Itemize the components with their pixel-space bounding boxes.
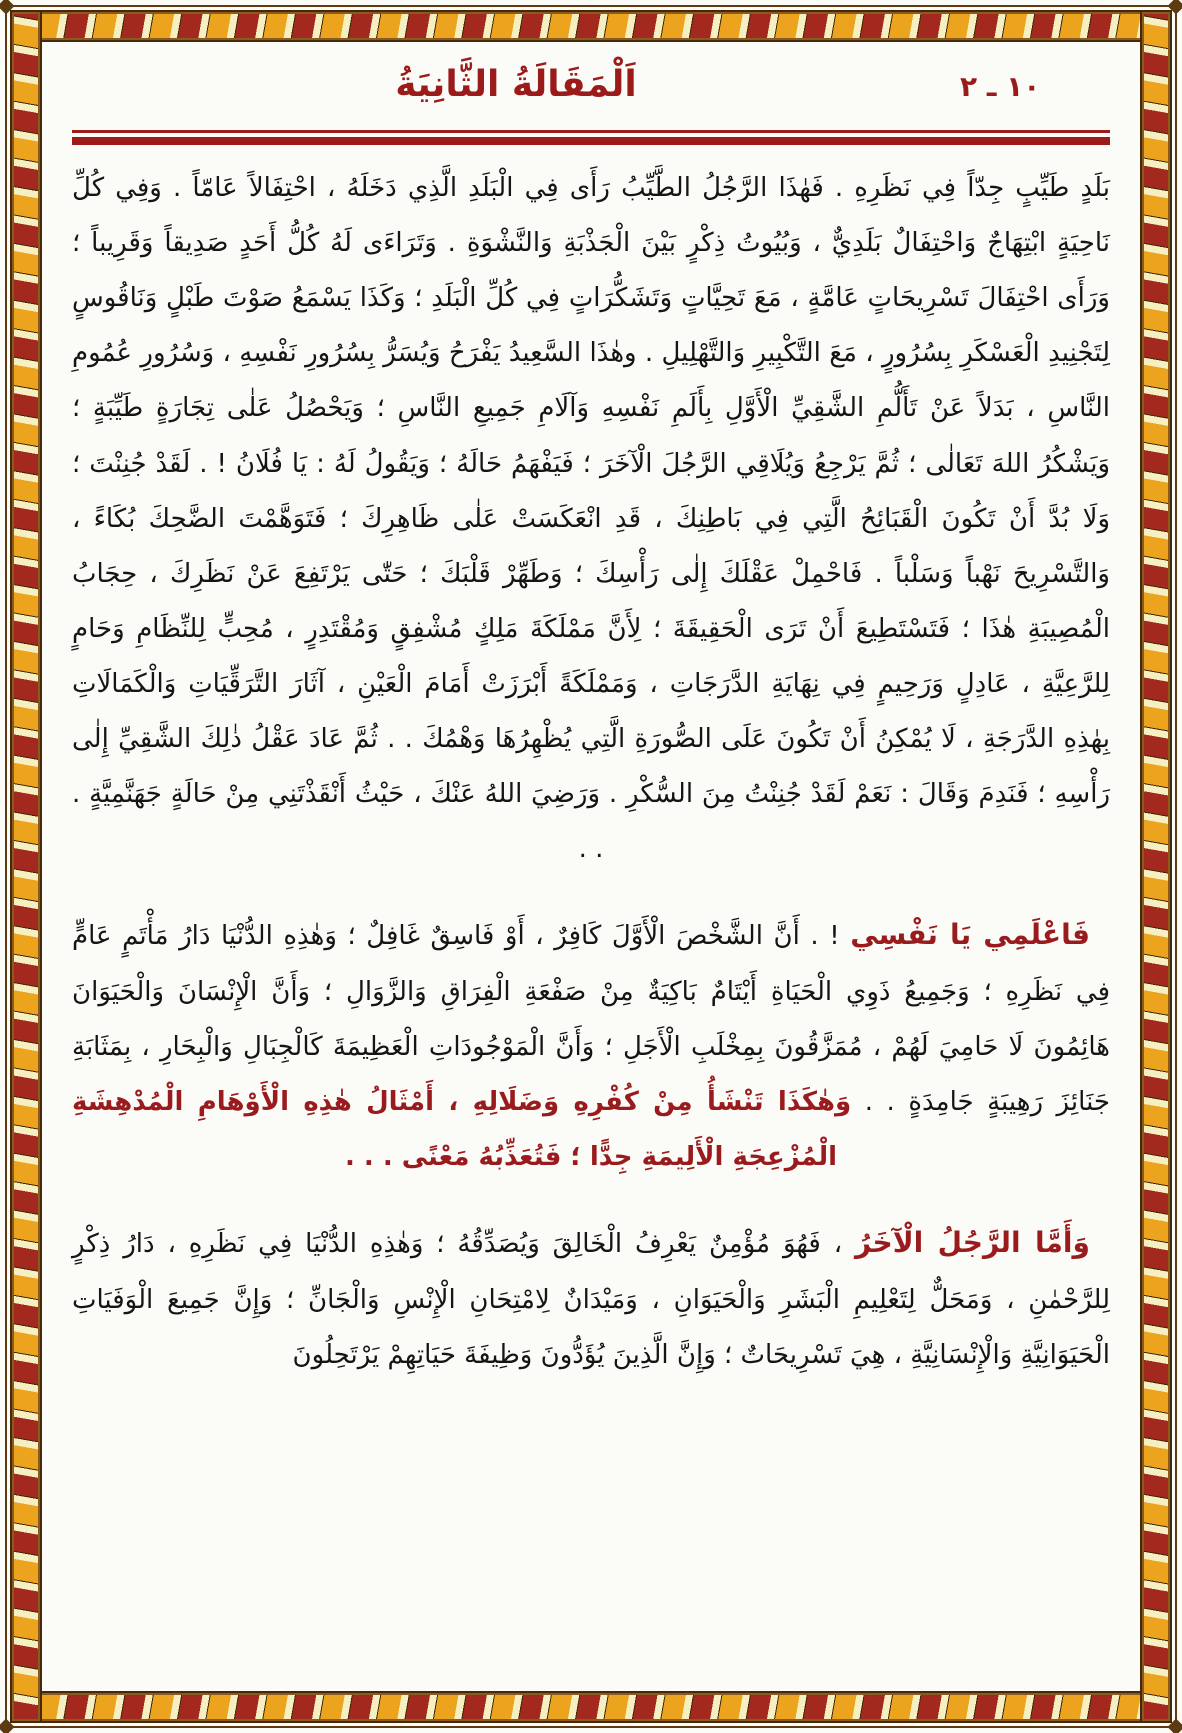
ornamental-border-top: [10, 10, 1172, 42]
page-number-label: ١٠ ـ ٢: [960, 70, 1041, 103]
text-segment-red: فَاعْلَمِي يَا نَفْسِي: [850, 918, 1091, 952]
text-segment-black: ! . أَنَّ الشَّخْصَ الْأَوَّلَ كَافِرٌ ، أَوْ فَاسِقٌ غَافِلٌ ؛ وَهٰذِهِ الدُّنْيَا دَارُ مَأْتَمٍ عَامٍّ فِي نَظَرِهِ ؛ وَجَمِيعُ ذَوِي الْحَيَاةِ أَيْتَامٌ بَاكِيَةٌ مِنْ صَفْعَةِ الْفِرَاقِ وَالزَّوَالِ ؛ وَأَنَّ الْإِنْسَانَ وَالْحَيَوَانَ هَائِمُونَ لَا حَامِيَ لَهُمْ ، مُمَزَّقُونَ بِمِخْلَبِ الْأَجَلِ ؛ وَأَنَّ الْمَوْجُودَاتِ الْعَظِيمَةَ كَالْجِبَالِ وَالْبِحَارِ ، بِمَثَابَةِ جَنَائِزَ رَهِيبَةٍ جَامِدَةٍ . .: [72, 921, 1110, 1118]
header-divider-rule: [72, 130, 1110, 145]
page-title: اَلْمَقَالَةُ الثَّانِيَةُ: [395, 64, 637, 105]
paragraph: [72, 1213, 1110, 1383]
ornamental-border-left: [10, 10, 42, 1723]
text-segment-red: وَهٰكَذَا تَنْشَأُ مِنْ كُفْرِهِ وَضَلَالِهِ ، أَمْثَالُ هٰذِهِ الْأَوْهَامِ الْمُدْهِشَةِ الْمُزْعِجَةِ الْأَلِيمَةِ جِدًّا ؛ فَتُعَذِّبُهُ مَعْنًى . . .: [72, 1087, 852, 1173]
paragraph: [72, 161, 1110, 877]
body-text: [72, 161, 1110, 1383]
text-segment-red: وَأَمَّا الرَّجُلُ الْآخَرُ: [855, 1226, 1091, 1260]
ornamental-border-bottom: [10, 1691, 1172, 1723]
ornamental-border-right: [1140, 10, 1172, 1723]
text-segment-black: بَلَدٍ طَيِّبٍ جِدّاً فِي نَظَرِهِ . فَهٰذَا الرَّجُلُ الطَّيِّبُ رَأَى فِي الْبَلَدِ الَّذِي دَخَلَهُ ، احْتِفَالاً عَامّاً . وَفِي كُلِّ نَاحِيَةٍ ابْتِهَاجٌ وَاحْتِفَالٌ بَلَدِيٌّ ، وَبُيُوتُ ذِكْرٍ بَيْنَ الْجَذْبَةِ وَالنَّشْوَةِ . وَتَرَاءَى لَهُ كُلُّ أَحَدٍ صَدِيقاً وَقَرِيباً ؛ وَرَأَى احْتِفَالَ تَسْرِيحَاتٍ عَامَّةٍ ، مَعَ تَحِيَّاتٍ وَتَشَكُّرَاتٍ فِي كُلِّ الْبَلَدِ ؛ وَكَذَا يَسْمَعُ صَوْتَ طَبْلٍ وَنَاقُوسٍ لِتَجْنِيدِ الْعَسْكَرِ بِسُرُورٍ ، مَعَ التَّكْبِيرِ وَالتَّهْلِيلِ . وهٰذَا السَّعِيدُ يَفْرَحُ وَيُسَرُّ بِسُرُورِ نَفْسِهِ ، وَسُرُورِ عُمُومِ النَّاسِ ، بَدَلاً عَنْ تَأَلُّمِ الشَّقِيِّ الْأَوَّلِ بِأَلَمِ نَفْسِهِ وَآلَامِ جَمِيعِ النَّاسِ ؛ وَيَحْصُلُ عَلٰى تِجَارَةٍ طَيِّبَةٍ ؛ وَيَشْكُرُ اللهَ تَعَالٰى ؛ ثُمَّ يَرْجِعُ وَيُلَاقِي الرَّجُلَ الْآخَرَ ؛ فَيَفْهَمُ حَالَهُ ؛ وَيَقُولُ لَهُ : يَا فُلَانُ ! . لَقَدْ جُنِنْتَ ؛ وَلَا بُدَّ أَنْ تَكُونَ الْقَبَائِحُ الَّتِي فِي بَاطِنِكَ ، قَدِ انْعَكَسَتْ عَلٰى ظَاهِرِكَ ؛ فَتَوَهَّمْتَ الضَّحِكَ بُكَاءً ، وَالتَّسْرِيحَ نَهْباً وَسَلْباً . فَاحْمِلْ عَقْلَكَ إِلٰى رَأْسِكَ ؛ وَطَهِّرْ قَلْبَكَ ؛ حَتّٰى يَرْتَفِعَ عَنْ نَظَرِكَ ، حِجَابُ الْمُصِيبَةِ هٰذَا ؛ فَتَسْتَطِيعَ أَنْ تَرَى الْحَقِيقَةَ ؛ لِأَنَّ مَمْلَكَةَ مَلِكٍ مُشْفِقٍ وَمُقْتَدِرٍ ، مُحِبٍّ لِلنِّظَامِ وَحَامٍ لِلرَّعِيَّةِ ، عَادِلٍ وَرَحِيمٍ فِي نِهَايَةِ الدَّرَجَاتِ ، وَمَمْلَكَةً أَبْرَزَتْ أَمَامَ الْعَيْنِ ، آثَارَ التَّرَقِّيَاتِ وَالْكَمَالَاتِ بِهٰذِهِ الدَّرَجَةِ ، لَا يُمْكِنُ أَنْ تَكُونَ عَلَى الصُّورَةِ الَّتِي يُظْهِرُهَا وَهْمُكَ . . ثُمَّ عَادَ عَقْلُ ذٰلِكَ الشَّقِيِّ إِلٰى رَأْسِهِ ؛ فَنَدِمَ وَقَالَ : نَعَمْ لَقَدْ جُنِنْتُ مِنَ السُّكْرِ . وَرَضِيَ اللهُ عَنْكَ ، حَيْثُ أَنْقَذْتَنِي مِنْ حَالَةٍ جَهَنَّمِيَّةٍ . . .: [72, 173, 1110, 865]
text-segment-black: ، فَهُوَ مُؤْمِنٌ يَعْرِفُ الْخَالِقَ وَيُصَدِّقُهُ ؛ وَهٰذِهِ الدُّنْيَا فِي نَظَرِهِ ، دَارُ ذِكْرٍ لِلرَّحْمٰنِ ، وَمَحَلٌّ لِتَعْلِيمِ الْبَشَرِ وَالْحَيَوَانِ ، وَمَيْدَانٌ لِامْتِحَانِ الْإِنْسِ وَالْجَانِّ ؛ وَإِنَّ جَمِيعَ الْوَفَيَاتِ الْحَيَوَانِيَّةِ وَالْإِنْسَانِيَّةِ ، هِيَ تَسْرِيحَاتٌ ؛ وَإِنَّ الَّذِينَ يُؤَدُّونَ وَظِيفَةَ حَيَاتِهِمْ يَرْتَحِلُونَ: [72, 1229, 1110, 1370]
paragraph: [72, 905, 1110, 1185]
page-content: [72, 58, 1110, 1681]
page-header: [72, 58, 1110, 120]
